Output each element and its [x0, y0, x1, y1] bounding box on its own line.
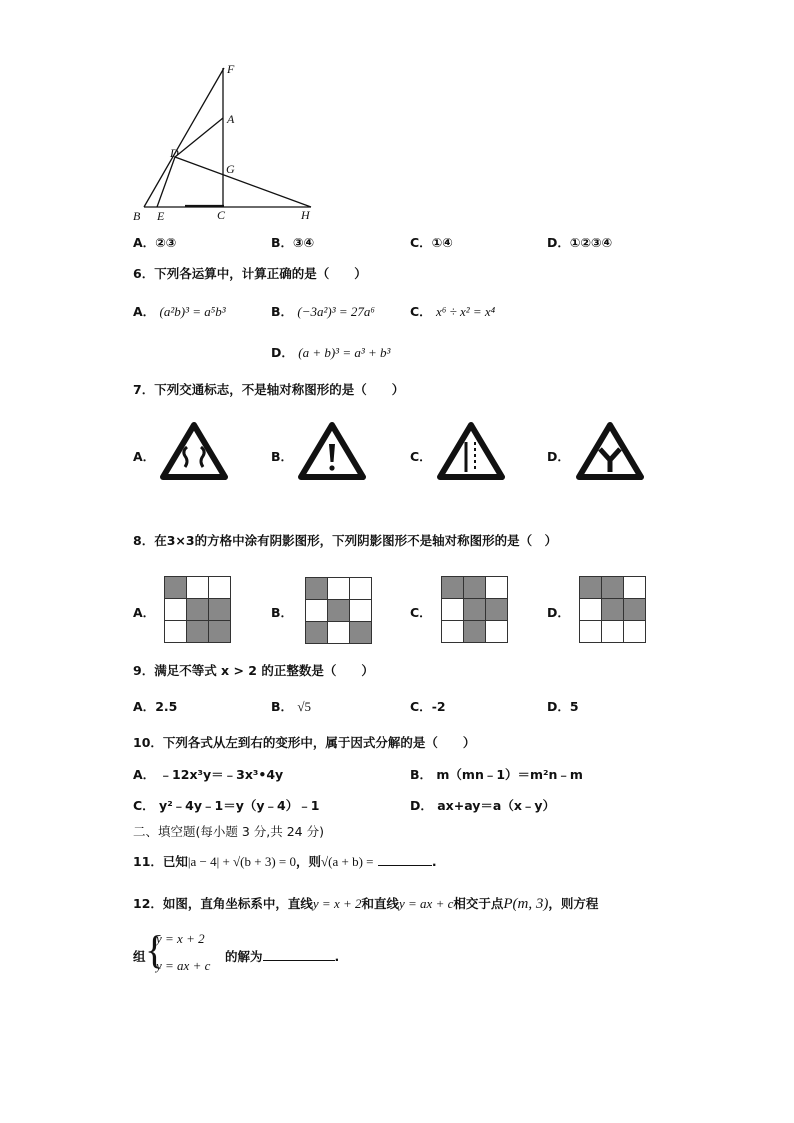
- q5-option-b: B．③④: [271, 235, 315, 250]
- y-junction-sign-icon: [576, 422, 644, 480]
- q12-system-eq1: y = x + 2: [156, 931, 205, 946]
- q12-line2-end: 的解为 .: [225, 949, 340, 964]
- q9-option-d: D．5: [547, 699, 579, 714]
- label-f: F: [227, 62, 235, 76]
- q10-option-d: D． ax+ay＝a（x﹣y）: [410, 798, 556, 813]
- q6-option-c: C． x⁶ ÷ x² = x⁴: [410, 304, 496, 319]
- q10-option-a: A． ﹣12x³y＝﹣3x³•4y: [133, 767, 284, 782]
- q10-stem: 10．下列各式从左到右的变形中，属于因式分解的是（ ）: [133, 735, 476, 750]
- q9-option-a: A．2.5: [133, 699, 178, 714]
- q11-line: 11．已知|a − 4| + √(b + 3) = 0，则√(a + b) = .: [133, 854, 437, 869]
- label-c: C: [217, 208, 226, 222]
- label-e: E: [157, 209, 165, 223]
- q6-stem: 6．下列各运算中，计算正确的是（ ）: [133, 266, 367, 281]
- label-g: G: [226, 162, 235, 176]
- q5-option-c: C．①④: [410, 235, 453, 250]
- q8-option-a-letter: A．: [133, 605, 156, 620]
- q7-option-a-letter: A．: [133, 449, 156, 464]
- lane-divider-sign-icon: [437, 422, 505, 480]
- geometry-figure: [125, 60, 325, 225]
- section-heading: 二、填空题(每小题 3 分,共 24 分): [133, 824, 324, 839]
- q7-option-c-letter: C．: [410, 449, 432, 464]
- q7-option-b-letter: B．: [271, 449, 294, 464]
- narrow-road-sign-icon: [160, 422, 228, 480]
- label-d: D: [170, 146, 179, 160]
- label-h: H: [301, 208, 310, 222]
- q12-line1: 12．如图，直角坐标系中，直线y = x + 2和直线y = ax + c相交于点P(m, 3)，则方程: [133, 896, 599, 912]
- q8-option-b-letter: B．: [271, 605, 294, 620]
- q8-grid-a: [164, 576, 231, 643]
- q9-option-b: B． √5: [271, 699, 312, 714]
- label-a: A: [227, 112, 235, 126]
- q7-stem: 7．下列交通标志，不是轴对称图形的是（ ）: [133, 382, 405, 397]
- q12-answer-blank[interactable]: [263, 960, 335, 961]
- q6-option-b: B． (−3a²)³ = 27a⁶: [271, 304, 375, 319]
- q10-option-b: B． m（mn﹣1）＝m²n﹣m: [410, 767, 583, 782]
- q12-system-eq2: y = ax + c: [156, 958, 211, 973]
- q10-option-c: C． y²﹣4y﹣1＝y（y﹣4）﹣1: [133, 798, 320, 813]
- q9-option-c: C．-2: [410, 699, 446, 714]
- q12-prefix: 组: [133, 949, 146, 964]
- q8-stem: 8．在3×3的方格中涂有阴影图形，下列阴影图形不是轴对称图形的是（ ）: [133, 533, 558, 548]
- exclamation-warning-sign-icon: [298, 422, 366, 480]
- q5-option-d: D．①②③④: [547, 235, 613, 250]
- brace: {: [145, 927, 165, 972]
- q6-option-d: D． (a + b)³ = a³ + b³: [271, 345, 391, 360]
- q8-grid-b: [305, 577, 372, 644]
- q7-option-d-letter: D．: [547, 449, 570, 464]
- q6-option-a: A． (a²b)³ = a⁵b³: [133, 304, 226, 319]
- q8-option-d-letter: D．: [547, 605, 570, 620]
- q9-stem: 9．满足不等式 x > 2 的正整数是（ ）: [133, 663, 374, 678]
- q5-option-a: A．②③: [133, 235, 177, 250]
- label-b: B: [133, 209, 141, 223]
- q8-grid-c: [441, 576, 508, 643]
- q8-grid-d: [579, 576, 646, 643]
- q11-answer-blank[interactable]: [378, 865, 432, 866]
- q8-option-c-letter: C．: [410, 605, 432, 620]
